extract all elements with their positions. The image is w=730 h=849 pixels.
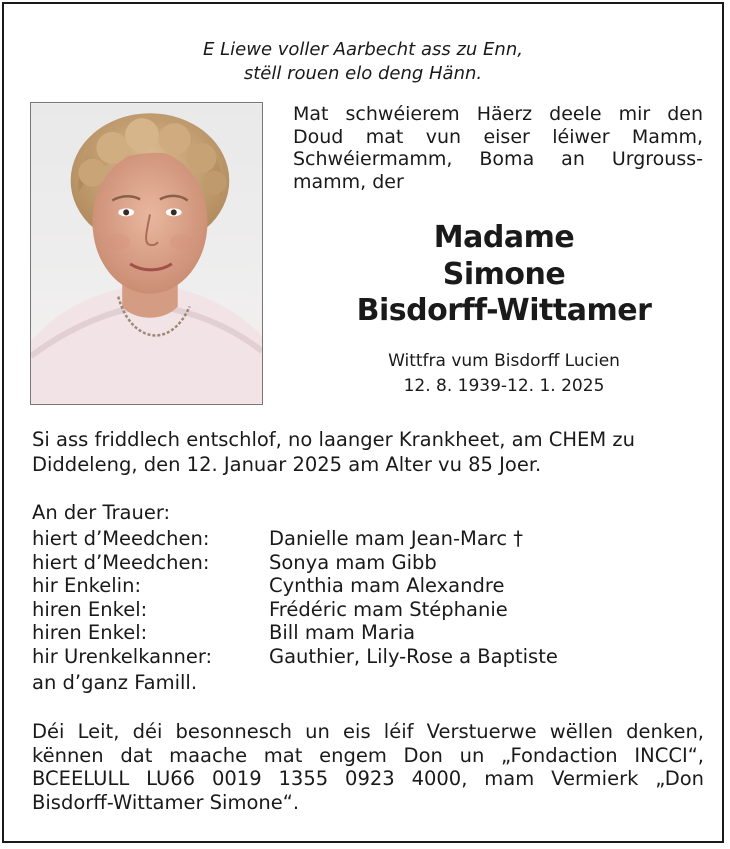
deceased-name bbox=[304, 220, 704, 330]
relation-label: hir Enkelin: bbox=[32, 574, 142, 597]
relation-label: hiren Enkel: bbox=[32, 597, 148, 621]
obituary-notice bbox=[2, 2, 724, 843]
mourner-names: Cynthia mam Alexandre bbox=[269, 574, 505, 597]
relation-label: hir Urenkelkanner: bbox=[32, 644, 213, 668]
motto-verse bbox=[4, 38, 722, 86]
mourner-names: Bill mam Maria bbox=[269, 621, 416, 644]
list-item bbox=[32, 551, 712, 575]
portrait-image bbox=[31, 103, 262, 404]
list-item bbox=[32, 527, 712, 551]
passing-statement: Si ass friddlech entschlof, no laanger Krankheet, am CHEM zu Diddeleng, den 12. Januar 2025 am Alter vu 85 Joer. bbox=[32, 428, 635, 476]
mourner-names: Gauthier, Lily-Rose a Baptiste bbox=[269, 644, 558, 668]
mourners-closing: an d’ganz Famill. bbox=[32, 671, 198, 694]
widow-of: Wittfra vum Bisdorff Lucien bbox=[388, 351, 620, 371]
relation-label: hiert d’Meedchen: bbox=[32, 550, 210, 574]
mourner-names: Danielle mam Jean-Marc † bbox=[269, 527, 524, 550]
relation-label: hiert d’Meedchen: bbox=[32, 527, 210, 550]
donation-note: Déi Leit, déi besonnesch un eis léif Verstuerwe wëllen denken, kënnen dat maache mat engem Don un „Fondaction INCCI“, BCEELULL LU66 0019 1355 0923 4000, mam Vermierk „Don Bisdorff-Wittamer Simone“. bbox=[32, 720, 704, 814]
deceased-first-name: Simone bbox=[442, 256, 566, 292]
relation-label: hiren Enkel: bbox=[32, 621, 148, 644]
deceased-title: Madame bbox=[433, 220, 575, 255]
life-dates: 12. 8. 1939-12. 1. 2025 bbox=[403, 376, 605, 396]
mourner-names: Frédéric mam Stéphanie bbox=[269, 597, 508, 621]
motto-line-2: stëll rouen elo deng Hänn. bbox=[243, 63, 483, 84]
mourners-list bbox=[32, 501, 712, 695]
list-item bbox=[32, 645, 712, 669]
list-item bbox=[32, 621, 712, 645]
deceased-details bbox=[304, 349, 704, 399]
motto-line-1: E Liewe voller Aarbecht ass zu Enn, bbox=[203, 39, 523, 60]
deceased-last-name: Bisdorff-Wittamer bbox=[356, 293, 652, 328]
list-item bbox=[32, 598, 712, 622]
list-item bbox=[32, 574, 712, 598]
mourners-heading: An der Trauer: bbox=[32, 501, 171, 524]
portrait-photo bbox=[30, 102, 263, 405]
announcement-intro: Mat schwéierem Häerz deele mir den Doud mat vun eiser léiwer Mamm, Schwéiermamm, Boma an Urgroussmamm, der bbox=[293, 103, 703, 193]
mourner-names: Sonya mam Gibb bbox=[269, 550, 437, 574]
